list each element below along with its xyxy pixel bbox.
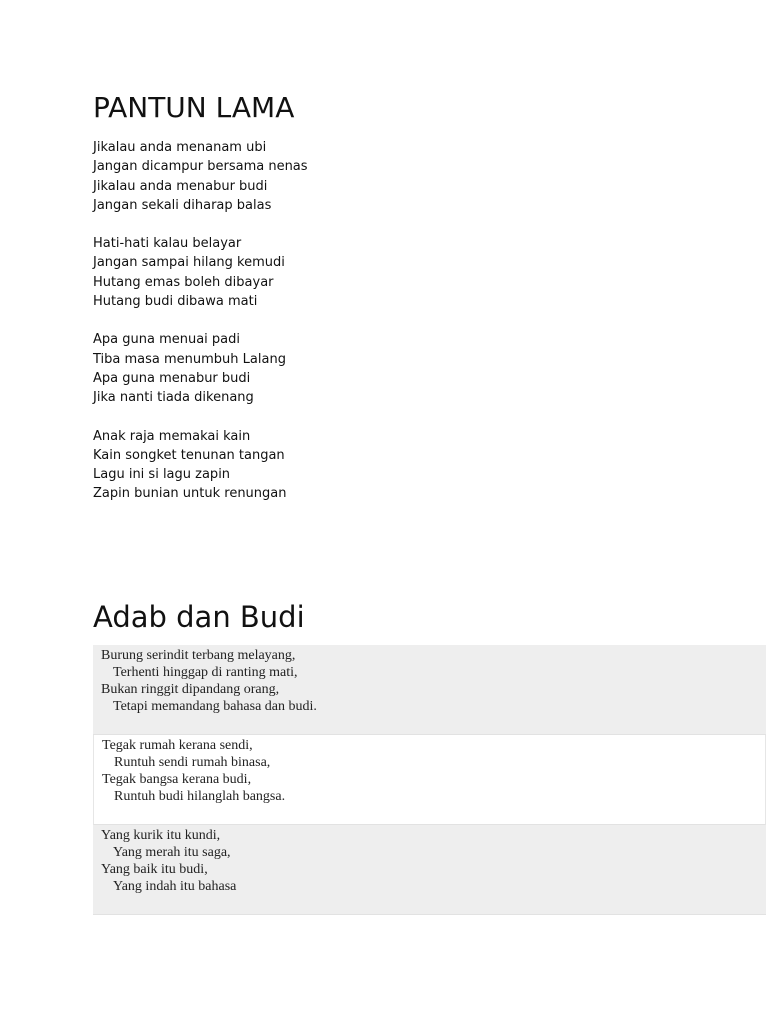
pantun-poem: [93, 138, 308, 523]
verse-line: Tegak bangsa kerana budi,: [102, 772, 252, 787]
verse-line: Yang baik itu budi,: [101, 862, 208, 877]
verse-row: [93, 735, 766, 825]
poem-line: Hutang emas boleh dibayar: [93, 274, 274, 290]
poem-line: Apa guna menabur budi: [93, 370, 251, 386]
poem-line: Hati-hati kalau belayar: [93, 236, 242, 252]
verse-line: Yang merah itu saga,: [113, 845, 231, 860]
poem-line: Zapin bunian untuk renungan: [93, 486, 287, 502]
poem-line: Tiba masa menumbuh Lalang: [93, 351, 286, 367]
verse-line: Runtuh sendi rumah binasa,: [114, 755, 271, 770]
stanza: [93, 330, 308, 407]
poem-line: Jikalau anda menanam ubi: [93, 140, 267, 155]
poem-line: Apa guna menuai padi: [93, 332, 241, 348]
verse-line: Yang kurik itu kundi,: [101, 828, 221, 843]
stanza: [93, 427, 308, 504]
poem-line: Jangan sekali diharap balas: [93, 197, 272, 213]
pantun-lama-heading: PANTUN LAMA: [93, 91, 295, 124]
verse-line: Tetapi memandang bahasa dan budi.: [113, 699, 317, 714]
verse-table: [93, 645, 766, 915]
verse-row: [93, 645, 766, 735]
poem-line: Jika nanti tiada dikenang: [93, 390, 254, 406]
verse-line: Runtuh budi hilanglah bangsa.: [114, 789, 286, 804]
verse-row: [93, 825, 766, 915]
poem-line: Jangan dicampur bersama nenas: [93, 159, 308, 175]
poem-line: Hutang budi dibawa mati: [93, 294, 258, 310]
verse-line: Terhenti hinggap di ranting mati,: [113, 665, 298, 680]
stanza: [93, 138, 308, 215]
verse-line: Tegak rumah kerana sendi,: [102, 738, 253, 753]
poem-line: Kain songket tenunan tangan: [93, 447, 285, 463]
verse-line: Bukan ringgit dipandang orang,: [101, 682, 280, 697]
poem-line: Lagu ini si lagu zapin: [93, 467, 231, 483]
poem-line: Jikalau anda menabur budi: [93, 178, 268, 194]
poem-line: Anak raja memakai kain: [93, 428, 251, 444]
stanza: [93, 234, 308, 311]
adab-dan-budi-heading: Adab dan Budi: [93, 600, 305, 634]
verse-line: Yang indah itu bahasa: [113, 879, 237, 894]
poem-line: Jangan sampai hilang kemudi: [93, 255, 285, 271]
verse-line: Burung serindit terbang melayang,: [101, 648, 296, 663]
